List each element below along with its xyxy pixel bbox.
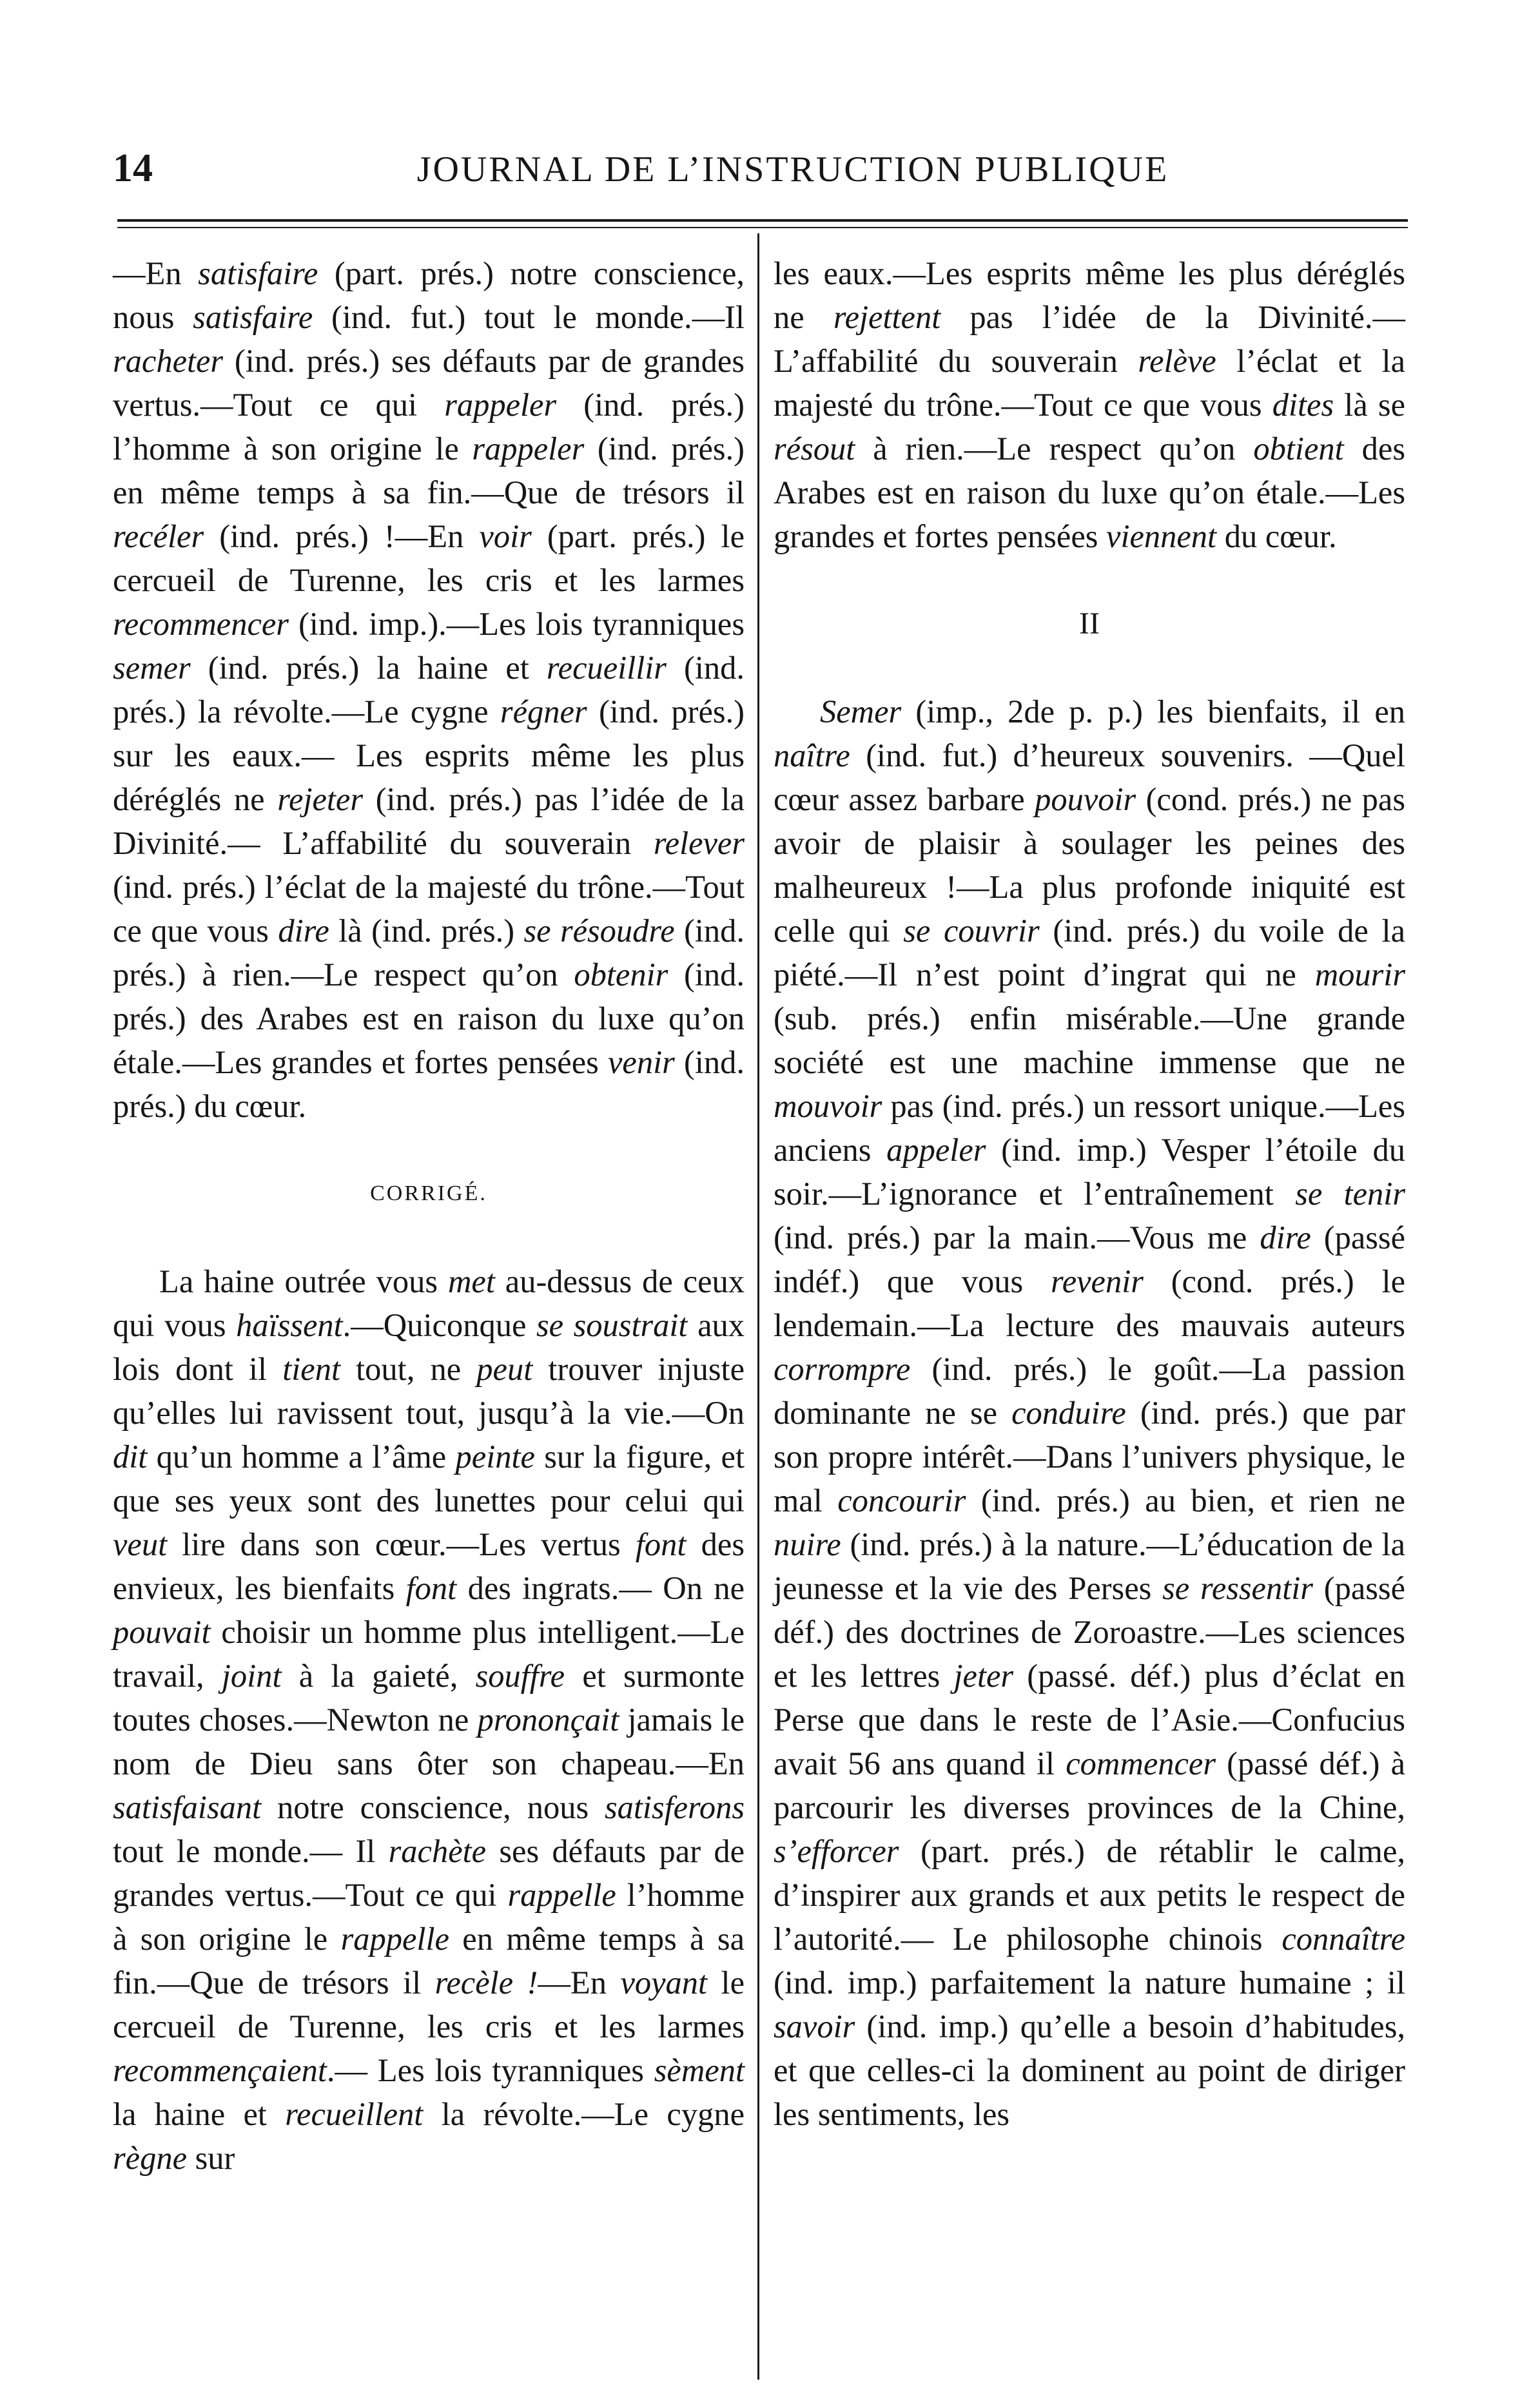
- italic-word: se tenir: [1295, 1176, 1405, 1212]
- italic-word: tient: [282, 1351, 340, 1387]
- italic-word: voyant: [620, 1965, 708, 2001]
- italic-word: règne: [113, 2140, 187, 2176]
- italic-word: peut: [476, 1351, 533, 1387]
- italic-word: régner: [500, 694, 587, 730]
- running-title: JOURNAL DE L’INSTRUCTION PUBLIQUE: [416, 150, 1169, 189]
- italic-word: semer: [113, 650, 191, 686]
- exercise-2-paragraph: Semer (imp., 2de p. p.) les bienfaits, il en naître (ind. fut.) d’heureux souvenirs. —Quel cœur assez barbare pouvoir (cond. prés.) ne pas avoir de plaisir à soulager les peines des malheureux !—La plus profonde iniquité est celle qui se couvrir (ind. prés.) du voile de la piété.—Il n’est point d’ingrat qui ne mourir (sub. prés.) enfin misérable.—Une grande société est une machine immense que ne mouvoir pas (ind. prés.) un ressort unique.—Les anciens appeler (ind. imp.) Vesper l’étoile du soir.—L’ignorance et l’entraînement se tenir (ind. prés.) par la main.—Vous me dire (passé indéf.) que vous revenir (cond. prés.) le lendemain.—La lecture des mauvais auteurs corrompre (ind. prés.) le goût.—La passion dominante ne se conduire (ind. prés.) que par son propre intérêt.—Dans l’univers physique, le mal concourir (ind. prés.) au bien, et rien ne nuire (ind. prés.) à la nature.—L’éducation de la jeunesse et la vie des Perses se ressentir (passé déf.) des doctrines de Zoroastre.—Les sciences et les lettres jeter (passé. déf.) plus d’éclat en Perse que dans le reste de l’Asie.—Confucius avait 56 ans quand il commencer (passé déf.) à parcourir les diverses provinces de la Chine, s’efforcer (part. prés.) de rétablir le calme, d’inspirer aux grands et aux petits le respect de l’autorité.— Le philosophe chinois connaître (ind. imp.) parfaitement la nature humaine ; il savoir (ind. imp.) qu’elle a besoin d’habitudes, et que celles-ci la dominent au point de diriger les sentiments, les: [774, 694, 1414, 2132]
- italic-word: rachète: [388, 1833, 487, 1869]
- header-rule-thick: [117, 219, 1408, 222]
- italic-word: recéler: [113, 518, 204, 554]
- italic-word: sèment: [654, 2052, 745, 2088]
- italic-word: conduire: [1011, 1395, 1126, 1431]
- italic-word: recueillent: [285, 2096, 424, 2132]
- italic-word: pouvait: [113, 1614, 211, 1650]
- italic-word: recommencer: [113, 606, 289, 642]
- italic-word: recommençaient: [113, 2052, 327, 2088]
- italic-word: résout: [774, 431, 855, 467]
- italic-word: rappeler: [472, 431, 585, 467]
- italic-word: satisferons: [605, 1789, 745, 1825]
- left-column: [113, 251, 753, 2180]
- italic-word: se soustrait: [536, 1307, 688, 1343]
- italic-word: jeter: [953, 1658, 1014, 1694]
- italic-word: rejettent: [833, 299, 941, 335]
- italic-word: satisfaire: [198, 255, 318, 291]
- corrige-continued-paragraph: les eaux.—Les esprits même les plus déréglés ne rejettent pas l’idée de la Divinité.—L’affabilité du souverain relève l’éclat et la majesté du trône.—Tout ce que vous dites là se résout à rien.—Le respect qu’on obtient des Arabes est en raison du luxe qu’on étale.—Les grandes et fortes pensées viennent du cœur.: [774, 255, 1414, 554]
- italic-word: recueillir: [546, 650, 667, 686]
- italic-word: font: [405, 1570, 457, 1606]
- italic-word: obtenir: [574, 956, 668, 993]
- page-number: 14: [113, 146, 153, 190]
- italic-word: nuire: [774, 1526, 841, 1562]
- italic-word: racheter: [113, 343, 224, 379]
- italic-word: rappeler: [444, 387, 557, 423]
- italic-word: rappelle: [507, 1877, 616, 1913]
- italic-word: corrompre: [774, 1351, 911, 1387]
- section-numeral: II: [1079, 607, 1100, 641]
- italic-word: dit: [113, 1439, 148, 1475]
- italic-word: viennent: [1106, 518, 1217, 554]
- italic-word: dire: [278, 913, 329, 949]
- italic-word: haïssent: [236, 1307, 343, 1343]
- italic-word: concourir: [837, 1482, 966, 1519]
- spacer: [113, 1216, 745, 1259]
- italic-word: pouvoir: [1035, 781, 1136, 817]
- spacer: [774, 558, 1405, 602]
- italic-word: revenir: [1050, 1263, 1144, 1299]
- italic-word: met: [447, 1263, 495, 1299]
- italic-word: rejeter: [277, 781, 364, 817]
- italic-word: satisfaire: [193, 299, 313, 335]
- corrige-heading: CORRIGÉ.: [370, 1181, 487, 1205]
- italic-word: recèle !: [434, 1965, 538, 2001]
- italic-word: se couvrir: [903, 913, 1040, 949]
- italic-word: dites: [1272, 387, 1334, 423]
- italic-word: se ressentir: [1162, 1570, 1313, 1606]
- italic-word: prononçait: [477, 1702, 619, 1738]
- italic-word: joint: [221, 1658, 282, 1694]
- italic-word: dire: [1260, 1219, 1311, 1256]
- italic-word: venir: [608, 1044, 675, 1080]
- italic-word: Semer: [820, 694, 902, 730]
- italic-word: veut: [113, 1526, 168, 1562]
- italic-word: appeler: [886, 1132, 986, 1168]
- italic-word: se résoudre: [523, 913, 675, 949]
- italic-word: relever: [653, 825, 745, 861]
- italic-word: souffre: [475, 1658, 565, 1694]
- header-rule-thin: [117, 227, 1408, 228]
- right-column: [774, 251, 1414, 2136]
- italic-word: mourir: [1314, 956, 1405, 993]
- italic-word: mouvoir: [774, 1088, 882, 1124]
- italic-word: savoir: [774, 2008, 855, 2044]
- italic-word: voir: [479, 518, 532, 554]
- italic-word: naître: [774, 737, 850, 773]
- italic-word: peinte: [455, 1439, 535, 1475]
- exercise-paragraph: —En satisfaire (part. prés.) notre conscience, nous satisfaire (ind. fut.) tout le monde.—Il racheter (ind. prés.) ses défauts par de grandes vertus.—Tout ce qui rappeler (ind. prés.) l’homme à son origine le rappeler (ind. prés.) en même temps à sa fin.—Que de trésors il recéler (ind. prés.) !—En voir (part. prés.) le cercueil de Turenne, les cris et les larmes recommencer (ind. imp.).—Les lois tyranniques semer (ind. prés.) la haine et recueillir (ind. prés.) la révolte.—Le cygne régner (ind. prés.) sur les eaux.— Les esprits même les plus déréglés ne rejeter (ind. prés.) pas l’idée de la Divinité.— L’affabilité du souverain relever (ind. prés.) l’éclat de la majesté du trône.—Tout ce que vous dire là (ind. prés.) se résoudre (ind. prés.) à rien.—Le respect qu’on obtenir (ind. prés.) des Arabes est en raison du luxe qu’on étale.—Les grandes et fortes pensées venir (ind. prés.) du cœur.: [113, 255, 753, 1124]
- italic-word: satisfaisant: [113, 1789, 262, 1825]
- italic-word: commencer: [1066, 1745, 1216, 1782]
- spacer: [113, 1128, 745, 1172]
- italic-word: relève: [1138, 343, 1216, 379]
- italic-word: obtient: [1253, 431, 1344, 467]
- italic-word: rappelle: [340, 1921, 449, 1957]
- italic-word: connaître: [1281, 1921, 1405, 1957]
- column-divider: [757, 233, 759, 2380]
- italic-word: s’efforcer: [774, 1833, 899, 1869]
- corrige-paragraph: La haine outrée vous met au-dessus de ceux qui vous haïssent.—Quiconque se soustrait aux lois dont il tient tout, ne peut trouver injuste qu’elles lui ravissent tout, jusqu’à la vie.—On dit qu’un homme a l’âme peinte sur la figure, et que ses yeux sont des lunettes pour celui qui veut lire dans son cœur.—Les vertus font des envieux, les bienfaits font des ingrats.— On ne pouvait choisir un homme plus intelligent.—Le travail, joint à la gaieté, souffre et surmonte toutes choses.—Newton ne prononçait jamais le nom de Dieu sans ôter son chapeau.—En satisfaisant notre conscience, nous satisferons tout le monde.— Il rachète ses défauts par de grandes vertus.—Tout ce qui rappelle l’homme à son origine le rappelle en même temps à sa fin.—Que de trésors il recèle !—En voyant le cercueil de Turenne, les cris et les larmes recommençaient.— Les lois tyranniques sèment la haine et recueillent la révolte.—Le cygne règne sur: [113, 1263, 753, 2176]
- spacer: [774, 646, 1405, 690]
- italic-word: font: [635, 1526, 687, 1562]
